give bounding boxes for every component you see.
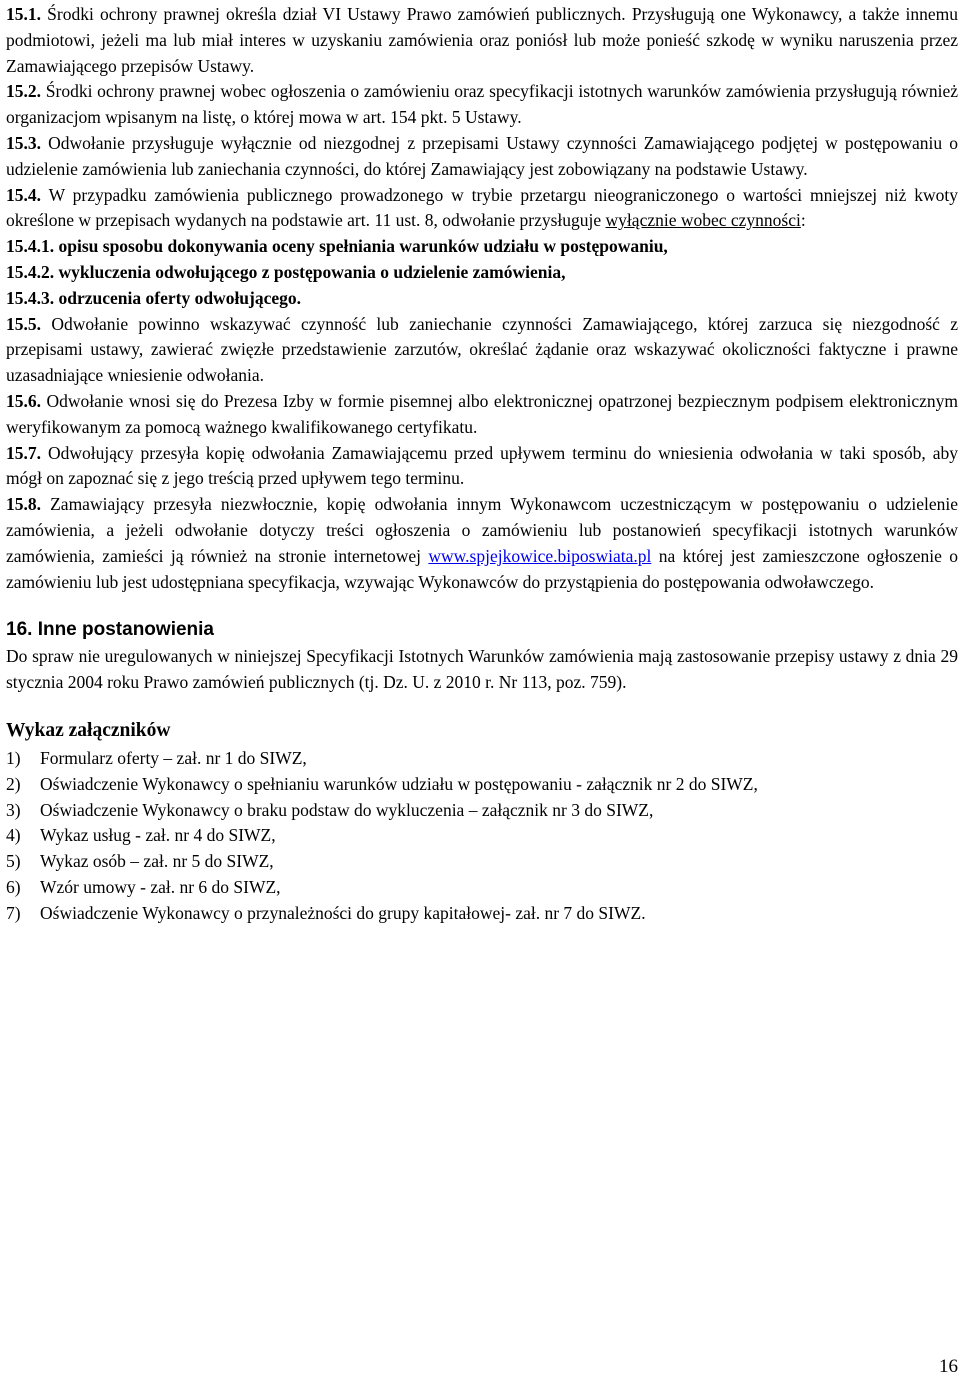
document-body [6,2,958,927]
paragraph-text: W przypadku zamówienia publicznego prowadzonego w trybie przetargu nieograniczonego o wartości mniejszej niż kwoty określone w przepisach wydanych na podstawie art. 11 ust. 8, odwołanie przysługuje [6,184,958,231]
sub-item-text: opisu sposobu dokonywania oceny spełniania warunków udziału w postępowaniu, [54,236,668,257]
sub-item-15-4-2 [6,260,958,286]
paragraph-text-end: : [800,210,806,231]
paragraph-text: Odwołanie wnosi się do Prezesa Izby w formie pisemnej albo elektronicznej opatrzonej bezpiecznym podpisem elektronicznym weryfikowanym za pomocą ważnego kwalifikowanego certyfikatu. [6,390,958,437]
list-item-number: 4) [6,825,21,846]
paragraph-text: Środki ochrony prawnej wobec ogłoszenia o zamówieniu oraz specyfikacji istotnych warunków zamówienia przysługują również organizacjom wpisanym na listę, o której mowa w art. 154 pkt. 5 Ustawy. [6,81,958,128]
paragraph-text-end: na której jest zamieszczone ogłoszenie o zamówieniu lub jest udostępniana specyfikacja, wzywając Wykonawców do przystąpienia do postępowania odwoławczego. [6,545,958,592]
sub-item-text: odrzucenia oferty odwołującego. [54,287,302,308]
list-item-text: Wykaz osób – zał. nr 5 do SIWZ, [40,851,274,872]
paragraph-text: Odwołanie przysługuje wyłącznie od niezgodnej z przepisami Ustawy czynności Zamawiającego podjętej w postępowaniu o udzielenie zamówienia lub zaniechania czynności, do której Zamawiający jest zobowiązany na podstawie Ustawy. [6,132,958,179]
list-item [6,772,958,798]
paragraph-15-8 [6,492,958,595]
section-16-text: Do spraw nie uregulowanych w niniejszej Specyfikacji Istotnych Warunków zamówienia mają zastosowanie przepisy ustawy z dnia 29 stycznia 2004 roku Prawo zamówień publicznych (tj. Dz. U. z 2010 r. Nr 113, poz. 759). [6,646,958,693]
sub-item-number: 15.4.2. [6,261,55,282]
list-item-text: Wzór umowy - zał. nr 6 do SIWZ, [40,876,281,897]
paragraph-text: Odwołujący przesyła kopię odwołania Zamawiającemu przed upływem terminu do wniesienia odwołania w taki sposób, aby mógł on zapoznać się z jego treścią przed upływem tego terminu. [6,442,958,489]
list-item-number: 2) [6,773,21,794]
paragraph-number: 15.8. [6,494,41,515]
sub-item-number: 15.4.1. [6,236,55,257]
paragraph-number: 15.5. [6,313,41,334]
paragraph-text: Odwołanie powinno wskazywać czynność lub zaniechanie czynności Zamawiającego, której zarzuca się niezgodność z przepisami ustawy, zawierać zwięzłe przedstawienie zarzutów, określać żądanie oraz wskazywać okoliczności faktyczne i prawne uzasadniające wniesienie odwołania. [6,313,958,386]
list-item-number: 1) [6,747,21,768]
list-item [6,875,958,901]
attachments-heading: Wykaz załączników [6,719,171,741]
list-item-text: Oświadczenie Wykonawcy o braku podstaw do wykluczenia – załącznik nr 3 do SIWZ, [40,799,654,820]
paragraph-15-5 [6,312,958,389]
list-item-number: 5) [6,851,21,872]
paragraph-number: 15.4. [6,184,41,205]
sub-item-text: wykluczenia odwołującego z postępowania o udzielenie zamówienia, [54,261,566,282]
list-item [6,849,958,875]
attachments-list [6,746,958,927]
section-16-heading: 16. Inne postanowienia [6,619,214,641]
list-item [6,901,958,927]
list-item [6,746,958,772]
sub-item-15-4-3 [6,286,958,312]
list-item-number: 7) [6,902,21,923]
paragraph-number: 15.2. [6,81,41,102]
list-item-text: Oświadczenie Wykonawcy o przynależności do grupy kapitałowej- zał. nr 7 do SIWZ. [40,902,646,923]
list-item-number: 6) [6,876,21,897]
paragraph-15-3 [6,131,958,183]
paragraph-15-6 [6,389,958,441]
paragraph-number: 15.7. [6,442,41,463]
list-item-text: Formularz oferty – zał. nr 1 do SIWZ, [40,747,307,768]
paragraph-15-1 [6,2,958,79]
paragraph-text: Środki ochrony prawnej określa dział VI Ustawy Prawo zamówień publicznych. Przysługują one Wykonawcy, a także innemu podmiotowi, jeżeli ma lub miał interes w uzyskaniu zamówienia oraz poniósł lub może ponieść szkodę w wyniku naruszenia przez Zamawiającego przepisów Ustawy. [6,4,958,76]
sub-item-15-4-1 [6,234,958,260]
paragraph-15-2 [6,79,958,131]
paragraph-text: Zamawiający przesyła niezwłocznie, kopię odwołania innym Wykonawcom uczestniczącym w postępowaniu o udzielenie zamówienia, a jeżeli odwołanie dotyczy treści ogłoszenia o zamówieniu lub postanowień specyfikacji istotnych warunków zamówienia, zamieści ją również na stronie internetowej [6,494,958,566]
list-item [6,798,958,824]
paragraph-number: 15.3. [6,132,41,153]
list-item-text: Wykaz usług - zał. nr 4 do SIWZ, [40,825,276,846]
sub-item-number: 15.4.3. [6,287,55,308]
list-item [6,823,958,849]
underlined-text: wyłącznie wobec czynności [605,210,801,231]
list-item-text: Oświadczenie Wykonawcy o spełnianiu warunków udziału w postępowaniu - załącznik nr 2 do SIWZ, [40,773,758,794]
list-item-number: 3) [6,799,21,820]
paragraph-15-7 [6,441,958,493]
website-link[interactable]: www.spjejkowice.biposwiata.pl [428,545,652,566]
page-number: 16 [939,1356,958,1377]
paragraph-number: 15.6. [6,390,41,411]
paragraph-15-4 [6,183,958,235]
paragraph-number: 15.1. [6,4,41,24]
